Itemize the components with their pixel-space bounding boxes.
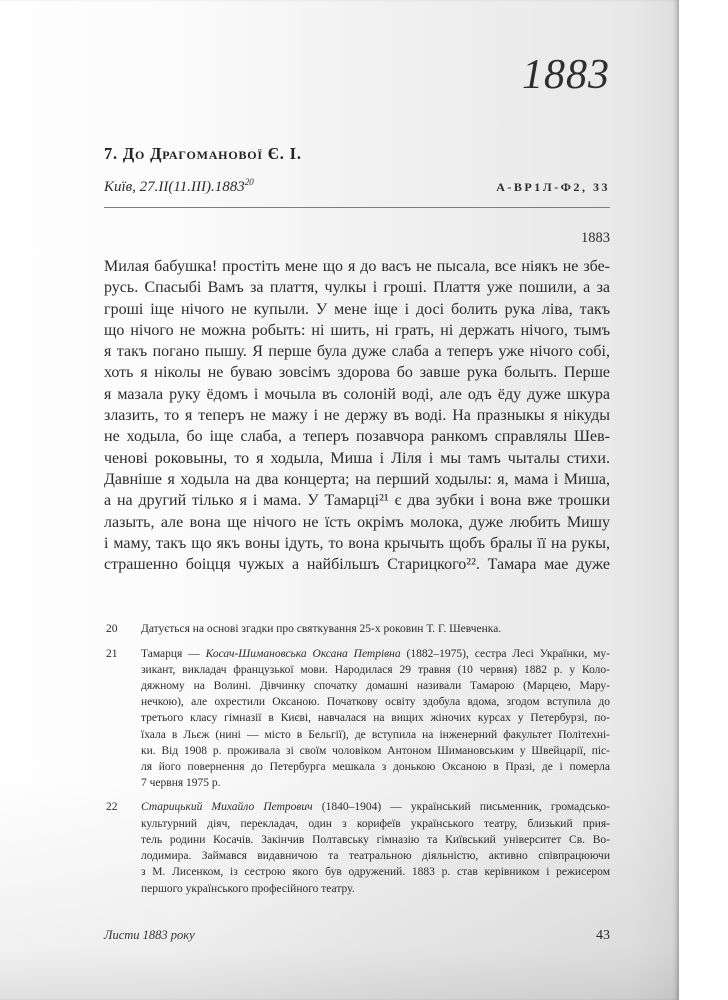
footnote-text [141,799,610,896]
letter-lines [104,256,610,575]
footnote-line-segment: їхала в Льєж (нині — місто в Бельгії), де вступила на інженерний факультет Політехні- [141,728,610,741]
footnote-line-segment: культурний діяч, перекладач, один з корифеїв українського театру, близький прия- [141,817,610,830]
footnote-line-segment: першого українського професійного театру. [141,882,355,895]
footnote-number: 21 [106,647,118,660]
dateline-footnote-ref: 20 [244,177,254,187]
footnote-line [141,621,610,637]
page-number: 43 [596,927,610,943]
date-row [104,177,610,196]
letter-line: гроші іще нічого не купыли. У мене іще і досі болить рука ліва, такъ [104,300,610,318]
footnote-line-segment: тель родини Косачів. Закінчив Полтавську гімназію та Київський університет Св. Во- [141,833,610,846]
letter-line: Давніше я ходыла на два концерта; на перший ходылы: я, мама і Миша, [104,470,610,488]
footnote [104,799,610,896]
footnote-name-italic: Старицький Михайло Петрович [141,801,313,814]
footnote [104,646,610,792]
footnote-text [141,621,610,637]
letter-line: я мазала руку ёдомъ і мочыла въ солоній воді, але одъ ёду дуже шкура [104,385,610,403]
page-footer [104,928,610,944]
footnote-line [141,775,610,791]
footnote-line-segment: з М. Лисенком, із сестрою якого був одружений. 1883 р. став керівником і режисером [141,866,610,879]
footnote-line [141,710,610,726]
footnote [104,621,610,637]
footnote-line [141,832,610,848]
letter-line: не ходыла, бо іще слаба, а теперъ позавчора ранкомъ справлялы Шев- [104,428,610,446]
footnote-line [141,864,610,880]
footnote-line-segment: ля його повернення до Петербурга мешкала з донькою Оксаною в Празі, де і померла [141,761,610,774]
footnotes [104,621,610,896]
letter-line: я такъ погано пышу. Я перше була дуже слаба а теперъ уже нічого собі, [104,343,610,361]
footnote-line-segment: дяжному на Волині. Дівчинку спочатку домашні називали Тамарою (Марцею, Мару- [141,680,610,693]
footnote-line-segment: ки. Від 1908 р. проживала зі своїм чоловіком Антоном Шимановським у Швейцарії, піс- [141,744,610,757]
letter-dateline [104,177,254,196]
footnote-line [141,743,610,759]
footnote-number: 22 [106,801,118,814]
footnote-line [141,646,610,662]
letter-line: лазыть, але вона ще нічого не їсть окрімъ молока, дуже любить Мишу [104,513,610,531]
letter-line: русь. Спасыбі Вамъ за плаття, чулкы і гроші. Плаття уже пошили, а за [104,279,610,297]
footnote-line-segment: зикант, викладач французької мови. Народилася 29 травня (10 червня) 1882 р. у Коло- [141,663,610,676]
running-footer-title: Листи 1883 року [104,927,195,942]
footnote-line-segment: (1840–1904) — український письменник, громадсько- [312,801,610,814]
footnote-line-segment: лодимира. Займався видавничою та театральною діяльністю, активно співпрацюючи [141,850,610,863]
footnote-line [141,662,610,678]
letter-line: і маму, такъ що якъ воны ідуть, то вона крычыть щобъ бралы її на рукы, [104,534,610,552]
footnote-line-segment: Тамарця — [141,647,206,660]
footnote-name-italic: Косач-Шимановська Оксана Петрівна [205,647,401,660]
letter-line: страшенно боіцця чужых а найбільшъ Старицкого²². Тамара мае дуже [104,556,610,574]
footnote-line-segment: нечкою), але охрестили Оксаною. Початкову освіту здобула вдома, згодом вступила до [141,696,610,709]
footnote-line-segment: (1882–1975), сестра Лесі Українки, му- [400,647,610,660]
dateline-text: Київ, 27.II(11.III).1883 [104,179,245,195]
footnote-line-segment: третього класу гімназії в Києві, навчалася на вищих жіночих курсах у Петербурзі, по- [141,712,610,725]
footnote-text [141,646,610,792]
footnote-line-segment: 7 червня 1975 р. [141,777,221,790]
page-content [104,0,610,944]
footnote-line-segment: Датується на основі згадки про святкування 25-х роковин Т. Г. Шевченка. [141,623,502,636]
footnote-line [141,678,610,694]
footnote-line [141,881,610,897]
letter-year-label: 1883 [581,230,610,246]
chapter-year: 1883 [522,52,610,98]
letter-line: що нічого не можна робыть: ні шить, ні грать, ні держать нічого, тымъ [104,321,610,339]
letter-title: 7. До Драгоманової Є. І. [104,144,302,163]
footnote-line [141,727,610,743]
letter-line: злазить, то я теперъ не мажу і не держу въ воді. На празныкы я нікуды [104,407,610,425]
footnote-line [141,759,610,775]
letter-line: хоть я ніколы не буваю зовсімъ здорова бо завше рука болыть. Перше [104,364,610,382]
letter-line: ченові роковыны, то я ходыла, Миша і Ліля і мы тамъ чыталы стихи. [104,449,610,467]
footnote-line [141,799,610,815]
header-divider [104,207,610,208]
footnote-line [141,816,610,832]
letter-line: Милая бабушка! простіть мене що я до васъ не пысала, все ніякъ не збе- [104,258,610,275]
footnote-line [141,848,610,864]
footnote-line [141,694,610,710]
archive-reference: А-ВР1Л-Ф2, 33 [496,180,610,194]
footnote-number: 20 [106,623,118,636]
letter-line: а на другий тілько я і мама. У Тамарці²¹ є два зубки і вона вже трошки [104,492,610,510]
